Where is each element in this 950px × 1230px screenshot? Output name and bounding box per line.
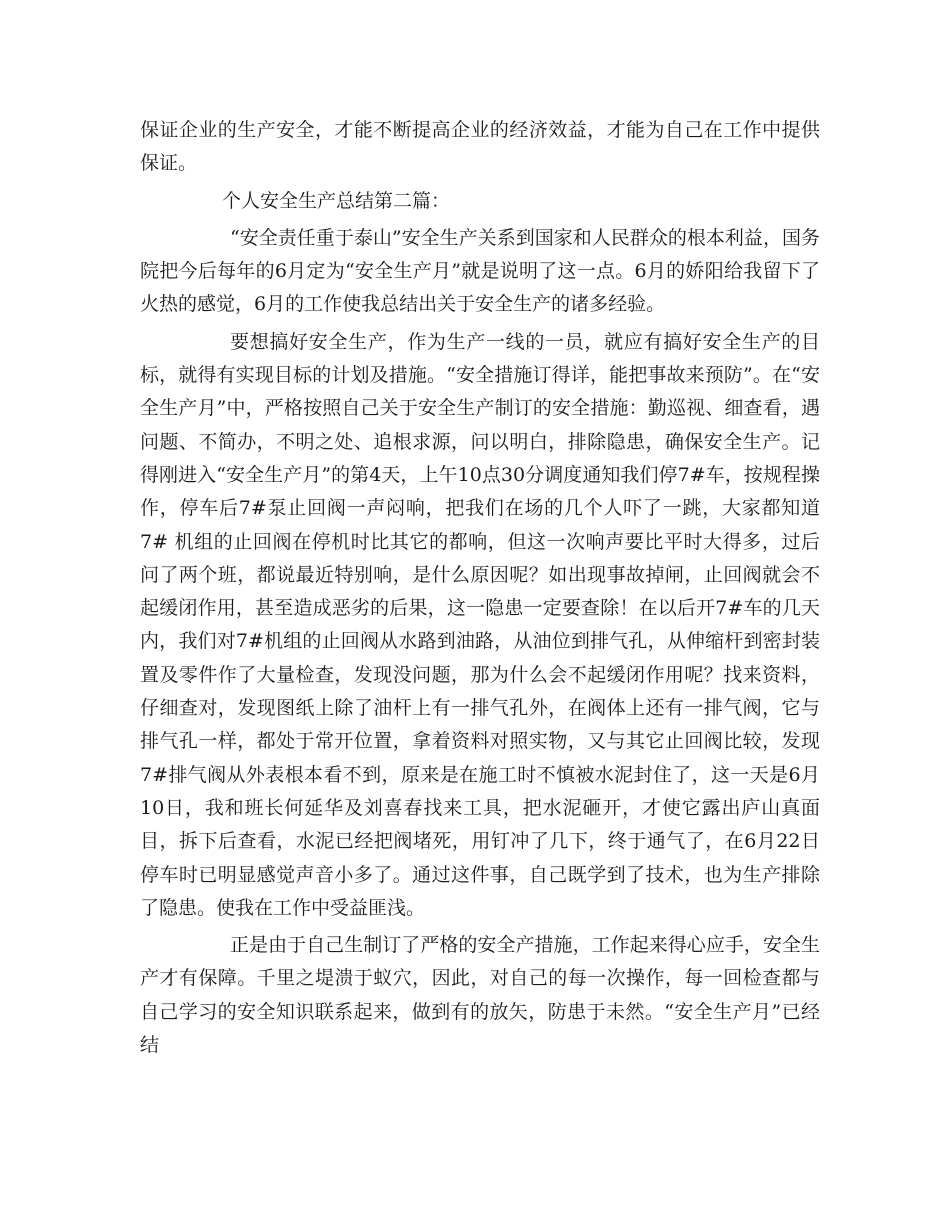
paragraph-conclusion: 正是由于自己生制订了严格的安全产措施，工作起来得心应手，安全生产才有保障。千里之堤溃于蚁穴，因此，对自己的每一次操作，每一回检查都与自己学习的安全知识联系起来，做到有的放矢，防患于未然。“安全生产月”已经结	[140, 934, 820, 1057]
paragraph-main-story: 要想搞好安全生产，作为生产一线的一员，就应有搞好安全生产的目标，就得有实现目标的计划及措施。“安全措施订得详，能把事故来预防”。在“安全生产月”中，严格按照自己关于安全生产制订的安全措施：勤巡视、细查看，遇问题、不简办，不明之处、追根求源，问以明白，排除隐患，确保安全生产。记得刚进入“安全生产月”的第4天，上午10点30分调度通知我们停7#车，按规程操作，停车后7#泵止回阀一声闷响，把我们在场的几个人吓了一跳，大家都知道7# 机组的止回阀在停机时比其它的都响，但这一次响声要比平时大得多，过后问了两个班，都说最近特别响，是什么原因呢？如出现事故掉闸，止回阀就会不起缓闭作用，甚至造成恶劣的后果，这一隐患一定要查除！在以后开7#车的几天内，我们对7#机组的止回阀从水路到油路，从油位到排气孔，从伸缩杆到密封装置及零件作了大量检查，发现没问题，那为什么会不起缓闭作用呢？找来资料，仔细查对，发现图纸上除了油杆上有一排气孔外，在阀体上还有一排气阀，它与排气孔一样，都处于常开位置，拿着资料对照实物，又与其它止回阀比较，发现7#排气阀从外表根本看不到，原来是在施工时不慎被水泥封住了，这一天是6月10日，我和班长何延华及刘喜春找来工具，把水泥砸开，才使它露出庐山真面目，拆下后查看，水泥已经把阀堵死，用钉冲了几下，终于通气了，在6月22日停车时已明显感觉声音小多了。通过这件事，自己既学到了技术，也为生产排除了隐患。使我在工作中受益匪浅。	[140, 330, 820, 919]
section-title: 个人安全生产总结第二篇：	[222, 189, 451, 212]
paragraph-intro: “安全责任重于泰山”安全生产关系到国家和人民群众的根本利益，国务院把今后每年的6月定为“安全生产月”就是说明了这一点。6月的娇阳给我留下了火热的感觉，6月的工作使我总结出关于安全生产的诸多经验。	[140, 226, 820, 316]
paragraph-continuation: 保证企业的生产安全，才能不断提高企业的经济效益，才能为自己在工作中提供保证。	[140, 119, 820, 175]
document-body	[140, 114, 820, 1066]
